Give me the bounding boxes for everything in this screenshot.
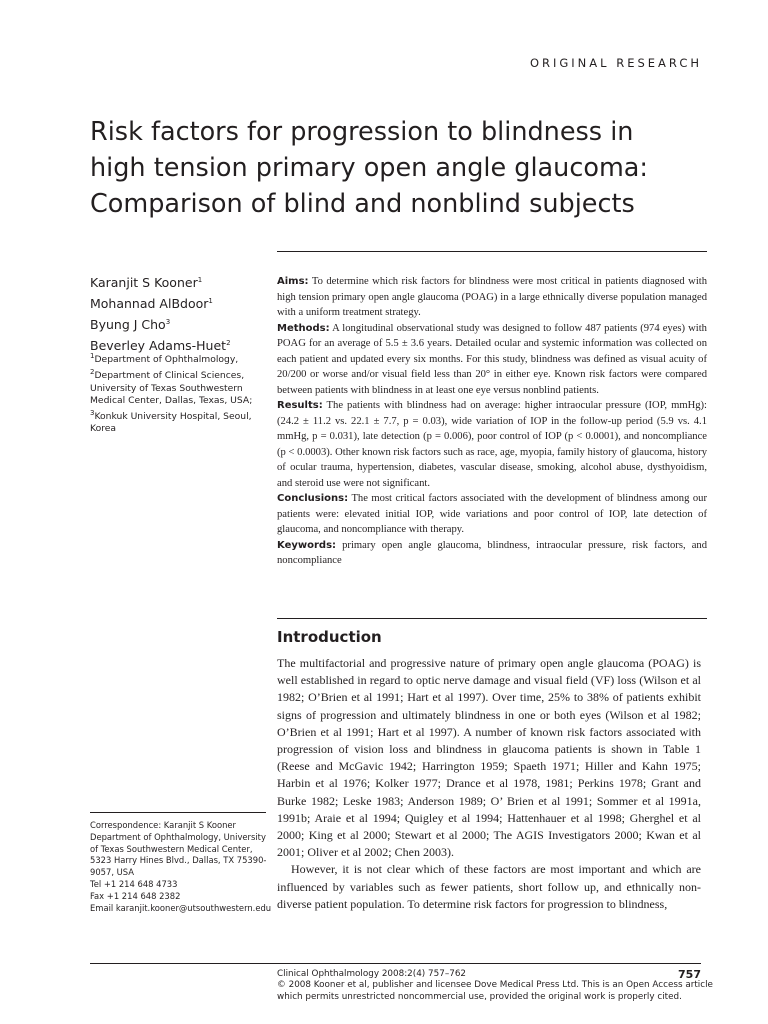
correspondence-line: Email karanjit.kooner@utsouthwestern.edu — [90, 902, 272, 913]
affiliation-line — [90, 407, 265, 423]
correspondence-line: Fax +1 214 648 2382 — [90, 890, 181, 901]
footer-divider — [90, 963, 701, 964]
abstract-text: A longitudinal observational study was designed to follow 487 patients (974 eyes) with POAG for an average of 5.5 ± 3.6 years. Detailed ocular and systemic information was collected on each patient and updated every six months. For this study, blindness was defined as visual acuity of 20/200 or worse and/or visual field less than 20° in either eye. Known risk factors were compared between patients with blindness in at least one eye versus nonblind patients. — [277, 322, 707, 396]
body-paragraph: The multifactorial and progressive nature of primary open angle glaucoma (POAG) is well established in regard to optic nerve damage and visual field (VF) loss (Wilson et al 1982; O’Brien et al 1991; Hart et al 1997). Over time, 25% to 38% of patients exhibit signs of progression and ultimately blindness in one or both eyes (Wilson et al 1982; O’Brien et al 1991; Hart et al 1997). A number of known risk factors associated with progression of vision loss and blindness in glaucoma patients is shown in Table 1 (Reese and McGavic 1942; Harrington 1959; Spaeth 1971; Hiller and Kahn 1975; Harbin et al 1976; Kolker 1977; Drance et al 1978, 1981; Perkins 1978; Grant and Burke 1982; Leske 1983; Anderson 1989; O’ Brien et al 1991; Sommer et al 1991a, 1991b; Araie et al 1994; Quigley et al 1994; Hattenhauer et al 1998; Gherghel et al 2000; King et al 2000; Stewart et al 2000; The AGIS Investigators 2000; Kwan et al 2001; Oliver et al 2002; Chen 2003). — [277, 656, 701, 860]
correspondence-line: Department of Ophthalmology, University — [90, 831, 266, 842]
affiliation-text: Department of Ophthalmology, — [94, 354, 239, 366]
affiliation-mark: 3 — [90, 408, 95, 417]
abstract-label: Aims: — [277, 276, 309, 287]
abstract-results — [277, 398, 707, 491]
affiliation-line — [90, 423, 265, 435]
affiliation-text: Korea — [90, 423, 117, 435]
affiliation-text: Department of Clinical Sciences, — [94, 370, 245, 382]
copyright-line: which permits unrestricted noncommercial use, provided the original work is properly cited. — [277, 991, 682, 1002]
abstract-text: The most critical factors associated with the development of blindness among our patients were: elevated initial IOP, wide variations and poor control of IOP, late detection of glaucoma, and noncompliance with therapy. — [277, 493, 707, 535]
journal-citation: Clinical Ophthalmology 2008:2(4) 757–762 — [277, 969, 467, 979]
affiliation-text: Konkuk University Hospital, Seoul, — [94, 411, 252, 422]
author-list — [90, 271, 265, 356]
article-title — [90, 114, 710, 222]
footer — [277, 969, 713, 1003]
correspondence — [90, 820, 270, 914]
abstract-text: The patients with blindness had on average: higher intraocular pressure (IOP, mmHg): (24.2 ± 11.2 vs. 22.1 ± 7.7, p = 0.03), wide variation of IOP in the follow-up period (5.9 vs. 4.1 mmHg, p = 0.031), late detection (p = 0.006), poor control of IOP (p < 0.0001), and noncompliance (p < 0.0003). Other known risk factors such as race, age, myopia, family history of glaucoma, history of ocular trauma, hypertension, diabetes, vascular disease, smoking, alcohol abuse, dysthyoidism, and steroid use were not significant. — [277, 400, 707, 489]
section-label: ORIGINAL RESEARCH — [529, 56, 702, 70]
abstract-label: Keywords: — [277, 539, 337, 551]
introduction-body — [277, 655, 701, 913]
abstract-text: To determine which risk factors for blindness were most critical in patients diagnosed with high tension primary open angle glaucoma (POAG) in a large ethnically diverse population managed with a uniform treatment strategy. — [277, 276, 707, 318]
correspondence-line: 5323 Harry Hines Blvd., Dallas, TX 75390- — [90, 855, 267, 866]
affiliation-text: Medical Center, Dallas, Texas, USA; — [90, 394, 253, 406]
author — [90, 292, 265, 313]
author-affiliation-mark: 1 — [197, 276, 203, 284]
title-line: high tension primary open angle glaucoma: — [90, 153, 649, 183]
page-number: 757 — [678, 968, 701, 981]
affiliations — [90, 350, 265, 435]
author-affiliation-mark: 3 — [165, 318, 171, 327]
author-affiliation-mark: 2 — [226, 339, 231, 348]
author — [90, 313, 265, 334]
correspondence-line: of Texas Southwestern Medical Center, — [90, 843, 253, 854]
title-line: Comparison of blind and nonblind subjects — [90, 189, 635, 219]
introduction-heading: Introduction — [277, 628, 382, 646]
abstract-text: primary open angle glaucoma, blindness, intraocular pressure, risk factors, and noncompliance — [277, 539, 707, 566]
affiliation-line — [90, 350, 265, 366]
affiliation-line — [90, 383, 265, 395]
author-name: Karanjit S Kooner — [90, 275, 198, 291]
title-line: Risk factors for progression to blindness in — [90, 117, 634, 147]
abstract-label: Methods: — [277, 322, 330, 334]
abstract-methods — [277, 321, 707, 399]
copyright-line: © 2008 Kooner et al, publisher and licensee Dove Medical Press Ltd. This is an Open Access article — [277, 980, 713, 991]
author-name: Mohannad AlBdoor — [90, 296, 209, 312]
abstract-conclusions — [277, 491, 707, 538]
author-affiliation-mark: 1 — [208, 297, 213, 306]
abstract-label: Conclusions: — [277, 493, 349, 504]
correspondence-divider — [90, 812, 266, 813]
abstract — [277, 251, 707, 569]
affiliation-mark: 1 — [90, 352, 95, 360]
affiliation-text: University of Texas Southwestern — [90, 382, 243, 394]
author — [90, 271, 265, 292]
abstract-aims — [277, 274, 707, 321]
correspondence-line: 9057, USA — [90, 867, 134, 878]
correspondence-line: Tel +1 214 648 4733 — [90, 878, 178, 889]
body-paragraph: However, it is not clear which of these factors are most important and which are influenced by variables such as fewer patients, short follow up, and ethnically non-diverse patient population. To determine risk factors for progression to blindness, — [277, 862, 701, 911]
affiliation-line — [90, 366, 265, 382]
author-name: Byung J Cho — [90, 317, 166, 333]
affiliation-line — [90, 395, 265, 407]
abstract-keywords — [277, 538, 707, 569]
section-divider — [277, 618, 707, 619]
abstract-label: Results: — [277, 400, 323, 411]
correspondence-line: Correspondence: Karanjit S Kooner — [90, 820, 236, 830]
author-name: Beverley Adams-Huet — [90, 338, 227, 354]
affiliation-mark: 2 — [90, 368, 95, 377]
